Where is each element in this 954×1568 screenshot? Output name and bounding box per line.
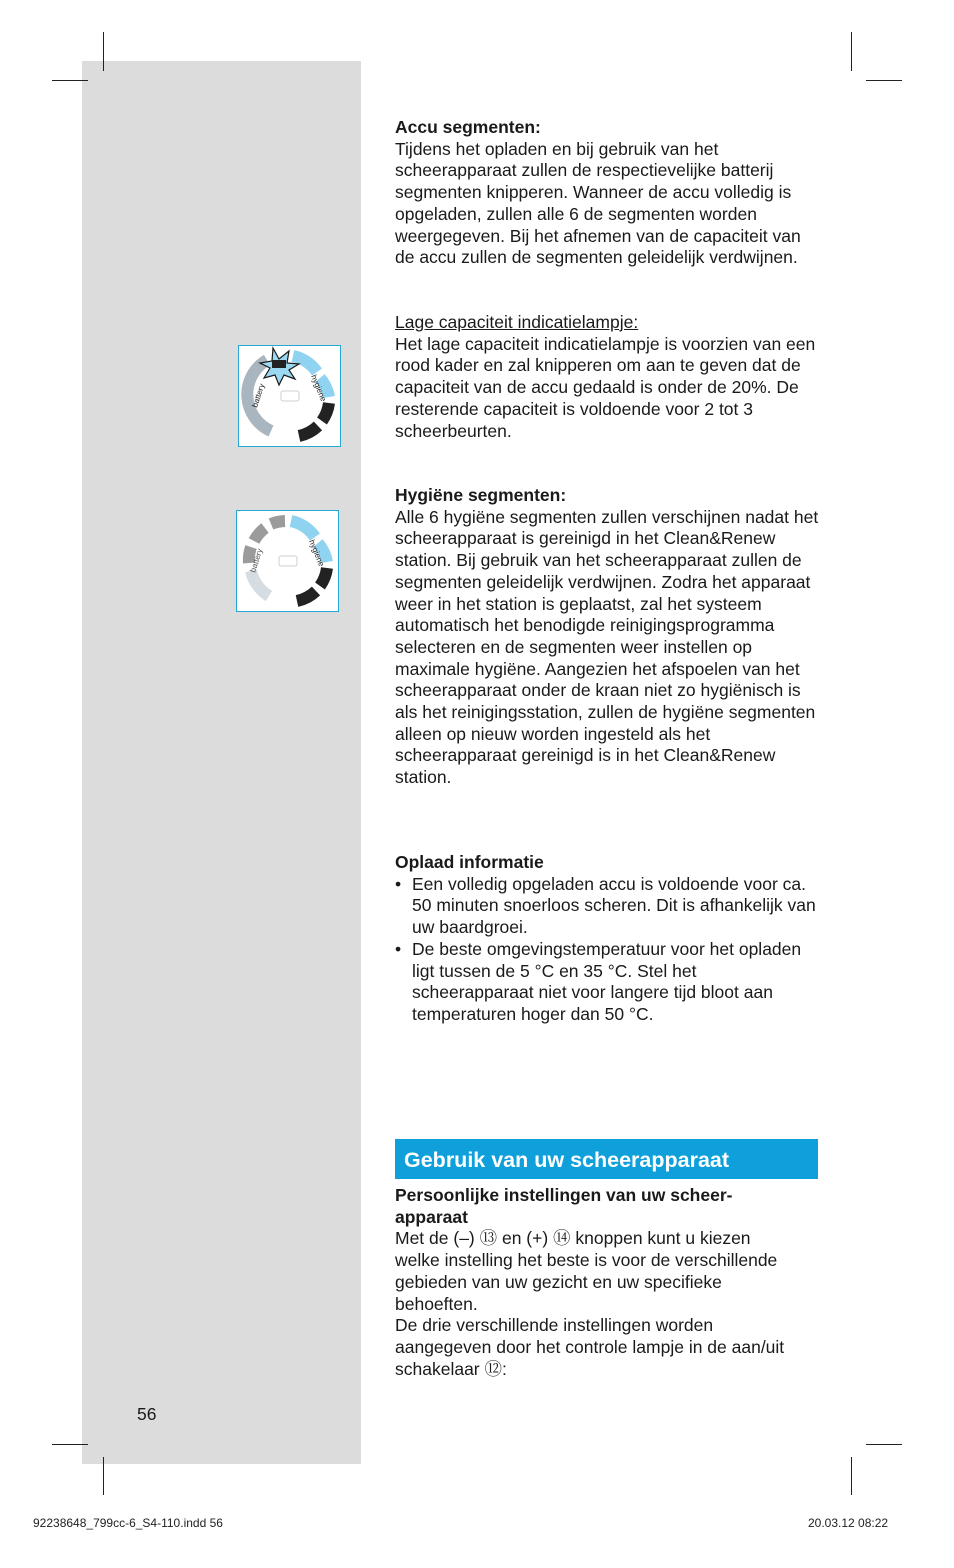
hygiene-label: hygiene [309, 373, 328, 403]
charge-info-list [395, 874, 820, 1026]
accu-body: Tijdens het opladen en bij gebruik van het scheerapparaat zullen de respectievelijke batterij segmenten knipperen. Wanneer de accu volledig is opgeladen, zullen alle 6 de segmenten worden weergegeven. Bij het afnemen van de capaciteit van de accu zullen de segmenten geleidelijk verdwijnen. [395, 138, 801, 268]
footer-file-info: 92238648_799cc-6_S4-110.indd 56 [33, 1516, 223, 1530]
list-item: • De beste omgevingstemperatuur voor het opladen ligt tussen de 5 °C en 35 °C. Stel het scheerapparaat niet voor langere tijd bloot aan temperaturen hoger dan 50 °C. [395, 939, 820, 1026]
personal-settings-section [395, 1185, 790, 1380]
low-capacity-section [395, 312, 820, 442]
accu-section [395, 117, 820, 269]
list-item: • Een volledig opgeladen accu is voldoende voor ca. 50 minuten snoerloos scheren. Dit is afhankelijk van uw baardgroei. [395, 874, 820, 939]
battery-hygiene-display-icon [239, 346, 340, 446]
crop-mark [103, 1457, 104, 1495]
hygiene-section [395, 485, 820, 789]
personal-body-2: De drie verschillende instellingen worden aangegeven door het controle lampje in de aan/uit schakelaar ⑫: [395, 1315, 785, 1379]
crop-mark [866, 80, 902, 81]
personal-body-1: Met de (–) ⑬ en (+) ⑭ knoppen kunt u kiezen welke instelling het beste is voor de verschillende gebieden van uw gezicht en uw specifieke behoeften. [395, 1228, 778, 1314]
low-capacity-body: Het lage capaciteit indicatielampje is voorzien van een rood kader en zal knipperen om aan te geven dat de capaciteit van de accu gedaald is onder de 20%. De resterende capaciteit is voldoende voor 2 tot 3 scheerbeurten. [395, 333, 816, 441]
section-title: Gebruik van uw scheerapparaat [404, 1148, 730, 1172]
accu-heading: Accu segmenten: [395, 117, 541, 137]
charge-info-section [395, 852, 820, 1026]
crop-mark [52, 1444, 88, 1445]
page-number: 56 [137, 1404, 157, 1424]
margin-column [82, 61, 361, 1464]
battery-label: battery [250, 382, 267, 409]
low-capacity-figure [238, 345, 341, 447]
hygiene-figure [236, 510, 339, 612]
personal-heading: Persoonlijke instellingen van uw scheer-apparaat [395, 1185, 733, 1227]
footer-date: 20.03.12 08:22 [808, 1516, 889, 1530]
hygiene-body: Alle 6 hygiëne segmenten zullen verschijnen nadat het scheerapparaat is gereinigd in het Clean&Renew station. Bij gebruik van het scheerapparaat zullen de segmenten geleidelijk verdwijnen. Zodra het apparaat weer in het station is geplaatst, zal het systeem automatisch het benodigde reinigingsprogramma selecteren en de segmenten weer instellen op maximale hygiëne. Aangezien het afspoelen van het scheerapparaat onder de kraan niet zo hygiënisch is als het reinigingsstation, zullen de hygiëne segmenten alleen op nieuw worden ingesteld als het scheerapparaat gereinigd is in het Clean&Renew station. [395, 506, 819, 788]
hygiene-heading: Hygiëne segmenten: [395, 485, 567, 505]
battery-label: battery [248, 547, 265, 574]
crop-mark [851, 32, 852, 71]
crop-mark [866, 1444, 902, 1445]
low-capacity-heading: Lage capaciteit indicatielampje: [395, 312, 639, 332]
hygiene-label: hygiene [307, 538, 326, 568]
section-header [395, 1139, 818, 1179]
battery-hygiene-display-icon [237, 511, 338, 611]
crop-mark [103, 32, 104, 71]
charge-info-heading: Oplaad informatie [395, 852, 544, 872]
crop-mark [851, 1457, 852, 1495]
crop-mark [52, 80, 88, 81]
